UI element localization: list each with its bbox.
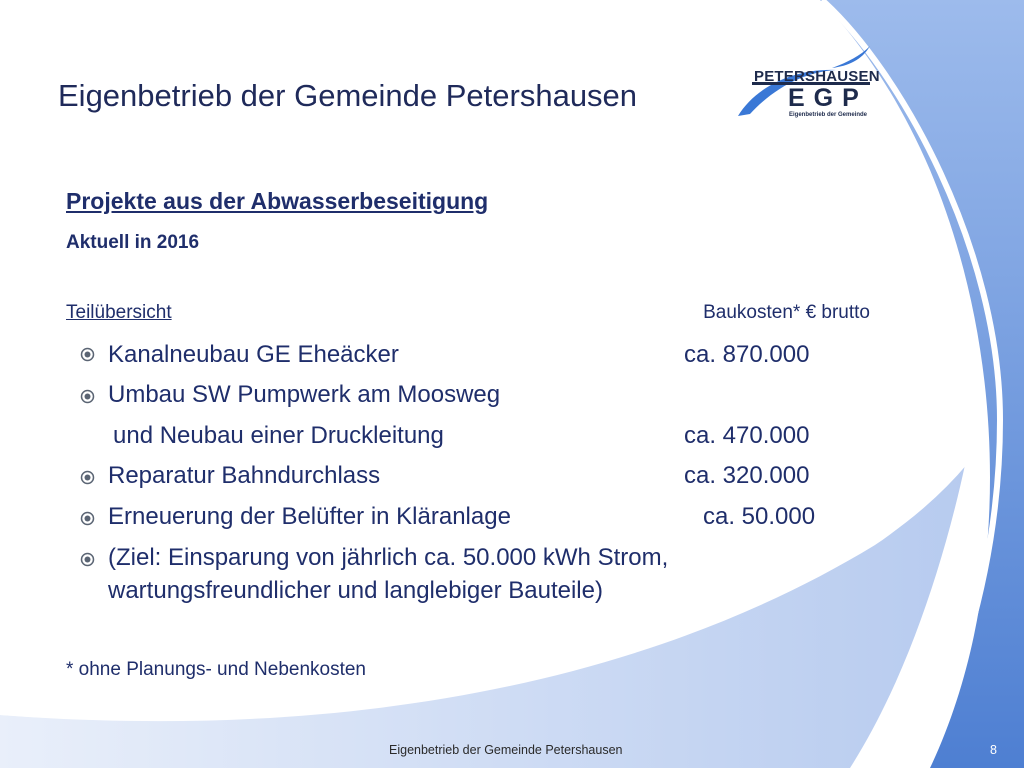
logo-letters: EGP — [788, 84, 868, 112]
logo-name: PETERSHAUSEN — [754, 68, 880, 85]
list-item-cost: ca. 320.000 — [684, 462, 810, 489]
bullet-icon — [80, 552, 95, 567]
overview-label: Teilübersicht — [66, 302, 172, 323]
bullet-icon — [80, 470, 95, 485]
page-number: 8 — [990, 743, 997, 757]
list-item-continuation: wartungsfreundlicher und langlebiger Bauteile) — [108, 577, 603, 604]
bullet-icon — [80, 347, 95, 362]
list-item: Reparatur Bahndurchlass — [108, 462, 381, 489]
bullet-icon — [80, 389, 95, 404]
footnote: * ohne Planungs- und Nebenkosten — [66, 659, 367, 680]
logo-subtitle: Eigenbetrieb der Gemeinde — [789, 112, 868, 118]
list-item-cost: ca. 470.000 — [684, 422, 810, 449]
list-item: Kanalneubau GE Eheäcker — [108, 341, 399, 368]
cost-label: Baukosten* € brutto — [703, 302, 870, 323]
list-item: Umbau SW Pumpwerk am Moosweg — [108, 381, 501, 408]
list-item-cost: ca. 870.000 — [684, 341, 810, 368]
list-item: (Ziel: Einsparung von jährlich ca. 50.000 kWh Strom, — [108, 544, 669, 571]
slide-title: Eigenbetrieb der Gemeinde Petershausen — [58, 78, 638, 113]
list-item-continuation: und Neubau einer Druckleitung — [113, 422, 444, 449]
overview-header — [66, 302, 870, 324]
footer-text: Eigenbetrieb der Gemeinde Petershausen — [389, 743, 623, 757]
bullet-icon — [80, 511, 95, 526]
section-heading: Projekte aus der Abwasserbeseitigung — [66, 188, 489, 214]
list-item-cost: ca. 50.000 — [703, 503, 816, 530]
section-subheading: Aktuell in 2016 — [66, 232, 200, 253]
egp-logo — [736, 46, 880, 122]
list-item: Erneuerung der Belüfter in Kläranlage — [108, 503, 511, 530]
